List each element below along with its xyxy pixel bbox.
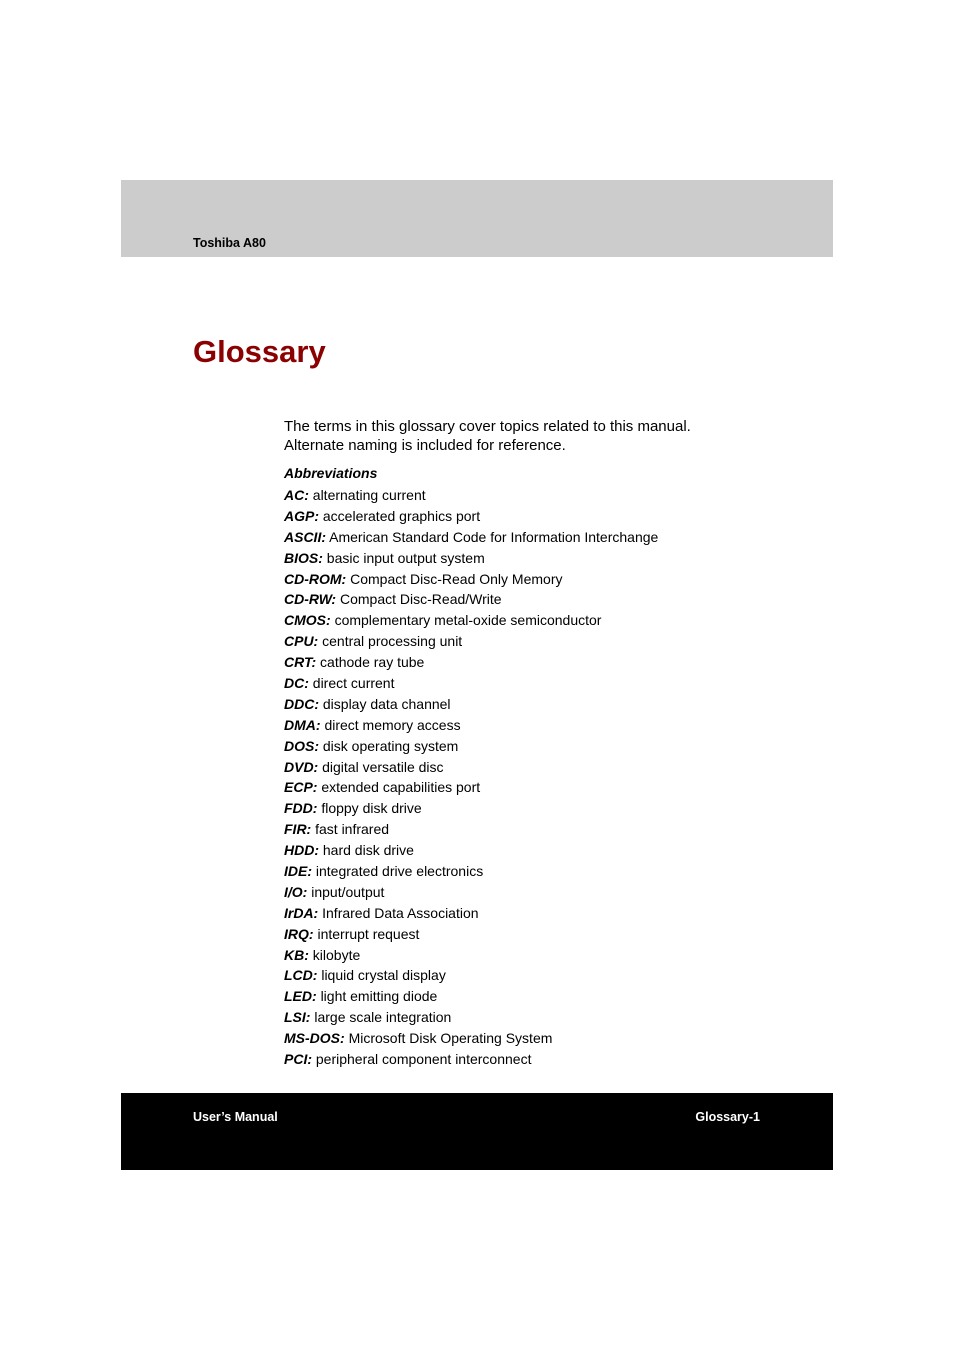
glossary-entry [284, 506, 804, 527]
glossary-definition: Compact Disc-Read Only Memory [350, 570, 563, 587]
page-footer-band [121, 1093, 833, 1170]
glossary-definition: Compact Disc-Read/Write [340, 591, 502, 608]
glossary-entry [284, 965, 804, 986]
glossary-term: FDD: [284, 800, 318, 817]
glossary-entry [284, 798, 804, 819]
glossary-entry [284, 777, 804, 798]
glossary-entry [284, 840, 804, 861]
glossary-definition: Microsoft Disk Operating System [348, 1030, 553, 1047]
glossary-term: CD-RW: [284, 591, 337, 608]
glossary-term: CMOS: [284, 612, 331, 629]
glossary-definition: liquid crystal display [321, 967, 446, 984]
glossary-definition: large scale integration [314, 1009, 452, 1026]
glossary-definition: fast infrared [315, 821, 390, 838]
glossary-term: BIOS: [284, 549, 323, 566]
glossary-entry [284, 903, 804, 924]
glossary-definition: disk operating system [322, 737, 459, 754]
glossary-term: AC: [284, 487, 309, 503]
glossary-definition: interrupt request [317, 925, 420, 942]
glossary-entry [284, 631, 804, 652]
glossary-definition: direct memory access [324, 716, 461, 733]
glossary-term: IRQ: [284, 925, 314, 942]
footer-page-number: Glossary-1 [695, 1110, 760, 1124]
glossary-term: LSI: [284, 1009, 311, 1026]
glossary-entry [284, 861, 804, 882]
glossary-term: I/O: [284, 883, 308, 900]
intro-line-1: The terms in this glossary cover topics related to this manual. [284, 418, 691, 435]
glossary-term: ECP: [284, 779, 318, 796]
glossary-term: DOS: [284, 737, 319, 754]
glossary-term: FIR: [284, 821, 312, 838]
glossary-entry [284, 1049, 804, 1070]
glossary-term: CD-ROM: [284, 570, 347, 587]
glossary-definition: complementary metal-oxide semiconductor [334, 612, 602, 629]
glossary-definition: Infrared Data Association [322, 904, 479, 921]
glossary-definition: peripheral component interconnect [315, 1051, 532, 1068]
header-product-name: Toshiba A80 [193, 236, 266, 250]
glossary-entry [284, 569, 804, 590]
glossary-entry [284, 757, 804, 778]
intro-line-2: Alternate naming is included for reference. [284, 437, 566, 454]
glossary-entry [284, 527, 804, 548]
glossary-term: DC: [284, 675, 309, 692]
glossary-term: PCI: [284, 1051, 312, 1068]
glossary-term: DMA: [284, 716, 321, 733]
glossary-definition: central processing unit [322, 633, 463, 650]
glossary-entry [284, 819, 804, 840]
section-heading-abbreviations: Abbreviations [284, 465, 378, 481]
glossary-definition: extended capabilities port [321, 779, 481, 796]
glossary-entry [284, 986, 804, 1007]
glossary-definition: American Standard Code for Information Interchange [329, 528, 659, 545]
glossary-entry [284, 673, 804, 694]
glossary-term: KB: [284, 946, 309, 963]
glossary-definition: floppy disk drive [321, 800, 422, 817]
glossary-entry [284, 882, 804, 903]
glossary-entry [284, 652, 804, 673]
glossary-definition: alternating current [312, 487, 426, 503]
intro-paragraph [284, 417, 804, 455]
glossary-entry [284, 715, 804, 736]
glossary-entry [284, 1028, 804, 1049]
glossary-definition: basic input output system [326, 549, 485, 566]
page-title: Glossary [193, 334, 326, 369]
glossary-entry [284, 736, 804, 757]
glossary-entry [284, 610, 804, 631]
page-header-band [121, 180, 833, 257]
glossary-definition: cathode ray tube [320, 654, 425, 671]
glossary-content [284, 417, 804, 1070]
glossary-entry [284, 694, 804, 715]
glossary-definition: input/output [311, 883, 385, 900]
glossary-term: IDE: [284, 863, 312, 880]
glossary-term: DDC: [284, 695, 319, 712]
glossary-entry [284, 548, 804, 569]
glossary-entry [284, 485, 804, 506]
glossary-term: MS-DOS: [284, 1030, 345, 1047]
glossary-definition: light emitting diode [320, 988, 438, 1005]
glossary-term: CRT: [284, 654, 317, 671]
glossary-term: HDD: [284, 842, 319, 859]
glossary-entry [284, 1007, 804, 1028]
glossary-term: LCD: [284, 967, 318, 984]
glossary-entry [284, 945, 804, 966]
glossary-definition: accelerated graphics port [322, 507, 481, 524]
glossary-definition: integrated drive electronics [315, 863, 484, 880]
glossary-definition: display data channel [322, 695, 451, 712]
glossary-definition: kilobyte [312, 946, 361, 963]
glossary-term: LED: [284, 988, 317, 1005]
abbreviation-list [284, 485, 804, 1070]
glossary-entry [284, 924, 804, 945]
footer-manual-label: User’s Manual [193, 1110, 278, 1124]
glossary-term: AGP: [284, 507, 319, 524]
glossary-definition: digital versatile disc [322, 758, 444, 775]
glossary-term: IrDA: [284, 904, 319, 921]
glossary-entry [284, 589, 804, 610]
glossary-definition: direct current [312, 675, 395, 692]
glossary-term: DVD: [284, 758, 319, 775]
glossary-term: CPU: [284, 633, 319, 650]
glossary-term: ASCII: [284, 528, 326, 545]
glossary-definition: hard disk drive [322, 842, 414, 859]
